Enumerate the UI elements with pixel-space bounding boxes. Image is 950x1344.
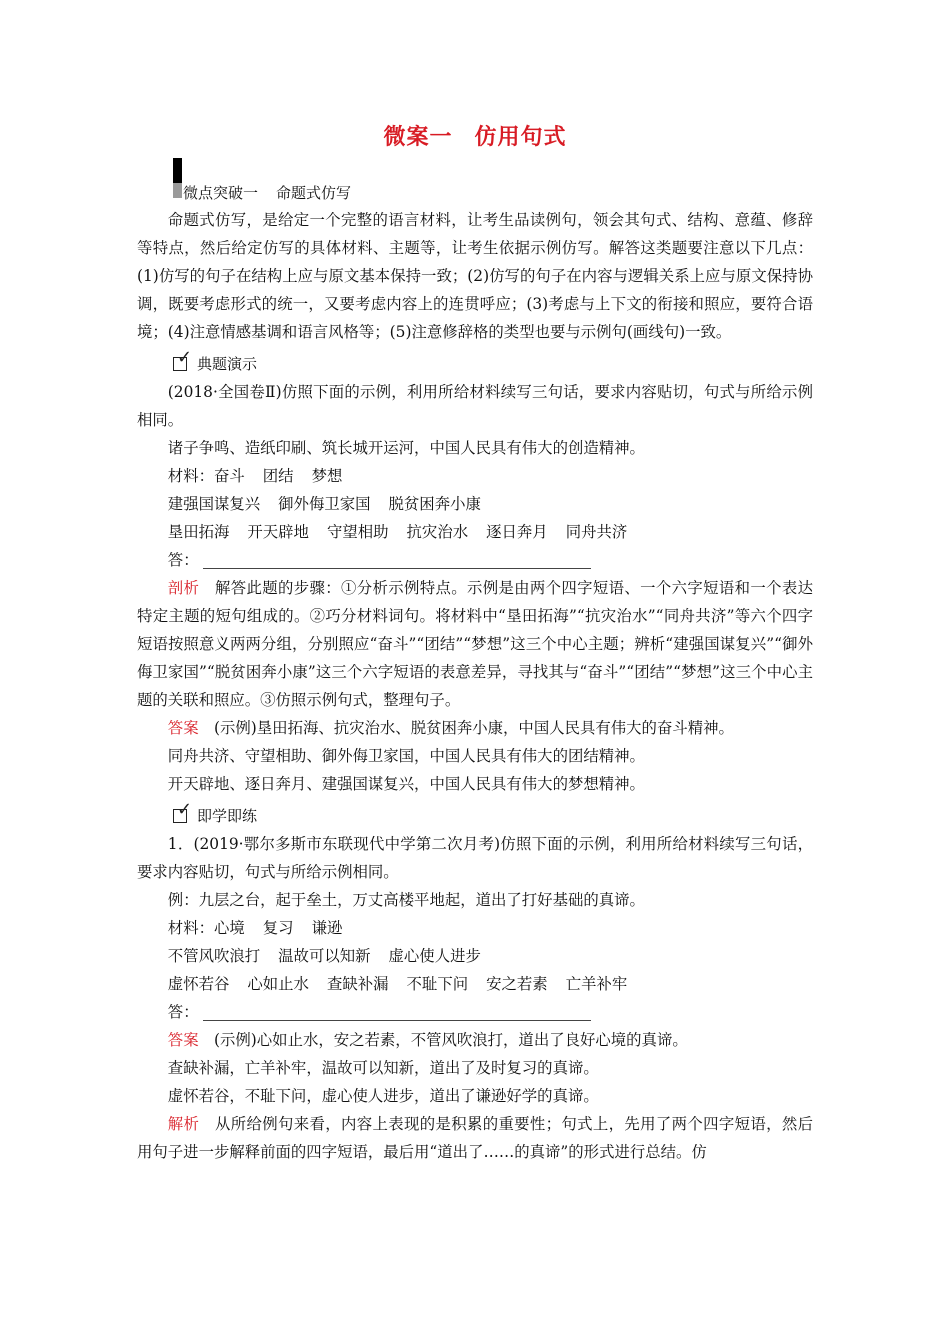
practice-materials [137, 914, 813, 942]
example-question: (2018·全国卷Ⅱ)仿照下面的示例，利用所给材料续写三句话，要求内容贴切，句式与所给示例相同。 [137, 383, 813, 429]
phrase-item: 御外侮卫家国 [278, 495, 371, 513]
checkbox-tick-icon: ✓ [173, 355, 193, 371]
example-materials [137, 462, 813, 490]
example-sample: 诸子争鸣、造纸印刷、筑长城开运河，中国人民具有伟大的创造精神。 [167, 439, 645, 457]
example-analysis [137, 574, 813, 714]
phrase-item: 守望相助 [326, 523, 389, 541]
checkbox-tick-icon: ✓ [173, 807, 193, 823]
example-answer-1 [137, 714, 813, 742]
page-title [0, 120, 950, 151]
section-topic: 命题式仿写 [276, 184, 352, 202]
phrase-item: 逐日奔月 [486, 523, 548, 541]
material-item: 团结 [262, 467, 294, 485]
analysis-tag: 解析 [167, 1115, 200, 1133]
section-bar-icon [173, 158, 182, 198]
example-phrases-four [137, 518, 813, 546]
section-label: 微点突破一 [183, 184, 259, 202]
material-item: 复习 [262, 919, 294, 937]
section-heading-text [183, 182, 351, 203]
material-label: 材料： [167, 467, 214, 485]
practice-heading [173, 799, 813, 830]
example-answer-3: 开天辟地、逐日奔月、建强国谋复兴，中国人民具有伟大的梦想精神。 [167, 775, 645, 793]
practice-answer-2: 查缺补漏，亡羊补牢，温故可以知新，道出了及时复习的真谛。 [167, 1059, 599, 1077]
practice-answer-blank [137, 998, 813, 1026]
answer-text: (示例)垦田拓海、抗灾治水、脱贫困奔小康，中国人民具有伟大的奋斗精神。 [214, 719, 734, 737]
intro-paragraph: 命题式仿写，是给定一个完整的语言材料，让考生品读例句，领会其句式、结构、意蕴、修辞等特点，然后给定仿写的具体材料、主题等，让考生依据示例仿写。解答这类题要注意以下几点：(1)仿写的句子在结构上应与原文基本保持一致；(2)仿写的句子在内容与逻辑关系上应与原文保持协调，既要考虑形式的统一，又要考虑内容上的连贯呼应；(3)考虑与上下文的衔接和照应，要符合语境；(4)注意情感基调和语言风格等；(5)注意修辞格的类型也要与示例句(画线句)一致。 [137, 211, 813, 341]
material-label: 材料： [167, 919, 214, 937]
phrase-item: 温故可以知新 [278, 947, 371, 965]
material-item: 奋斗 [213, 467, 245, 485]
answer-tag: 答案 [167, 719, 199, 737]
answer-text: (示例)心如止水，安之若素，不管风吹浪打，道出了良好心境的真谛。 [214, 1031, 688, 1049]
example-phrases-six [137, 490, 813, 518]
practice-answer-1 [137, 1026, 813, 1054]
example-answer-blank [137, 546, 813, 574]
practice-analysis [137, 1110, 813, 1166]
example-answer-2: 同舟共济、守望相助、御外侮卫家国，中国人民具有伟大的团结精神。 [167, 747, 645, 765]
material-item: 心境 [213, 919, 245, 937]
material-item: 梦想 [311, 467, 343, 485]
phrase-item: 虚心使人进步 [388, 947, 481, 965]
analysis-tag: 剖析 [167, 579, 200, 597]
phrase-item: 虚怀若谷 [167, 975, 230, 993]
analysis-text: 解答此题的步骤：①分析示例特点。示例是由两个四字短语、一个六字短语和一个表达特定主题的短句组成的。②巧分材料词句。将材料中“垦田拓海”“抗灾治水”“同舟共济”等六个四字短语按照意义两两分组，分别照应“奋斗”“团结”“梦想”这三个中心主题；辨析“建强国谋复兴”“御外侮卫家国”“脱贫困奔小康”这三个六字短语的表意差异，寻找其与“奋斗”“团结”“梦想”这三个中心主题的关联和照应。③仿照示例句式，整理句子。 [137, 579, 813, 709]
phrase-item: 安之若素 [486, 975, 548, 993]
title-part-2: 仿用句式 [474, 125, 567, 150]
answer-label: 答： [167, 1003, 199, 1021]
title-part-1: 微案一 [383, 125, 453, 150]
practice-sample: 例：九层之台，起于垒土，万丈高楼平地起，道出了打好基础的真谛。 [167, 891, 645, 909]
material-item: 谦逊 [311, 919, 343, 937]
example-heading [173, 347, 813, 378]
answer-line [203, 568, 591, 569]
content [137, 206, 813, 1166]
practice-heading-text: 即学即练 [197, 807, 258, 825]
practice-answer-3: 虚怀若谷，不耻下问，虚心使人进步，道出了谦逊好学的真谛。 [167, 1087, 599, 1105]
phrase-item: 抗灾治水 [406, 523, 469, 541]
phrase-item: 不管风吹浪打 [167, 947, 261, 965]
answer-line [203, 1020, 591, 1021]
practice-phrases-a [137, 942, 813, 970]
phrase-item: 不耻下问 [406, 975, 469, 993]
analysis-text: 从所给例句来看，内容上表现的是积累的重要性；句式上，先用了两个四字短语，然后用句子进一步解释前面的四字短语，最后用“道出了……的真谛”的形式进行总结。仿 [137, 1115, 813, 1161]
practice-question: 1．(2019·鄂尔多斯市东联现代中学第二次月考)仿照下面的示例，利用所给材料续写三句话，要求内容贴切，句式与所给示例相同。 [137, 835, 813, 881]
phrase-item: 开天辟地 [247, 523, 309, 541]
phrase-item: 心如止水 [247, 975, 309, 993]
phrase-item: 查缺补漏 [326, 975, 389, 993]
phrase-item: 建强国谋复兴 [167, 495, 261, 513]
phrase-item: 同舟共济 [565, 523, 628, 541]
phrase-item: 脱贫困奔小康 [388, 495, 481, 513]
phrase-item: 亡羊补牢 [565, 975, 628, 993]
answer-tag: 答案 [167, 1031, 199, 1049]
example-heading-text: 典题演示 [197, 355, 258, 373]
answer-label: 答： [167, 551, 199, 569]
phrase-item: 垦田拓海 [167, 523, 230, 541]
practice-phrases-b [137, 970, 813, 998]
